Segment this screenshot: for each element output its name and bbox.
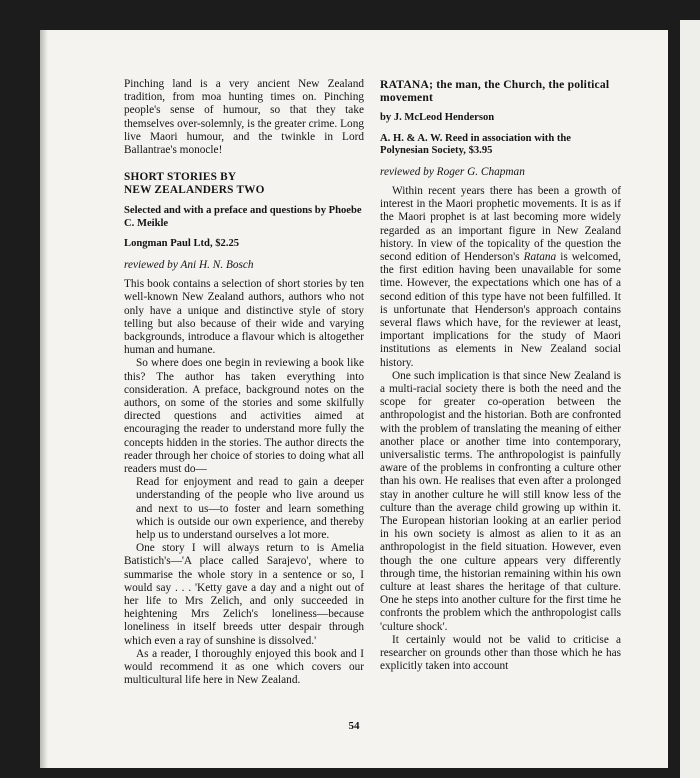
- left-column: [124, 78, 364, 688]
- review-title-short-stories: [124, 171, 364, 197]
- body-paragraph: [380, 185, 621, 370]
- reviewer-credit: reviewed by Ani H. N. Bosch: [124, 259, 254, 271]
- text-run: Within recent years there has been a growth of interest in the Maori prophetic movements. It is as if the Maori prophet is at last becoming more widely regarded as an important figure in New Zealand history. In view of the topicality of the question the second edition of Henderson's: [380, 184, 621, 263]
- intro-paragraph: Pinching land is a very ancient New Zealand tradition, from moa hunting times on. Pinching people's sense of humour, so that they take themselves over-solemnly, is the greater crime. Long live Maori humour, and the twinkle in Lord Ballantrae's monocle!: [124, 78, 364, 157]
- italic-book-title: Ratana: [523, 251, 557, 263]
- right-column: [380, 78, 621, 674]
- page-number: 54: [348, 720, 360, 732]
- reviewer-credit: reviewed by Roger G. Chapman: [380, 165, 525, 178]
- body-paragraph: One such implication is that since New Zealand is a multi-racial society there is both the need and the scope for greater co-operation between the anthropologist and the historian. Both are confronted with the problem of translating the meaning of either another place or another time into contemporary, universalistic terms. The anthropologist is painfully aware of the problems in confronting a culture other than his own. He realises that even after a prolonged stay in another culture he will still know less of the culture than the average child growing up within it. The European historian looking at an earlier period in his own society is almost as alien to it as an anthropologist in the field situation. However, even though the one culture appears very differently through time, the historian remaining within his own culture at least shares the heritage of that culture. One he steps into another culture for the first time he confronts the problem which the anthropologist calls 'culture shock'.: [380, 369, 621, 633]
- page-binding-shadow: [40, 30, 48, 768]
- author-credit: by J. McLeod Henderson: [380, 112, 495, 123]
- block-quote: Read for enjoyment and read to gain a deeper understanding of the people who live around us and next to us—to foster and learn something which is outside our own experience, and thereby help us to understand ourselves a lot more.: [136, 476, 364, 542]
- review-title-ratana: RATANA; the man, the Church, the political movement: [380, 78, 610, 104]
- title-line-1: SHORT STORIES BY: [124, 171, 237, 184]
- body-paragraph: One story I will always return to is Amelia Batistich's—'A place called Sarajevo', where to summarise the whole story in a sentence or so, I would say . . . 'Ketty gave a day and a night out of her life to Mrs Zelich, and only succeeded in heightening Mrs Zelich's loneliness—because loneliness in itself breeds utter despair through which even a ray of sunshine is dissolved.': [124, 542, 364, 647]
- publisher-credit: Longman Paul Ltd, $2.25: [124, 238, 240, 250]
- body-paragraph: It certainly would not be valid to criticise a researcher on grounds other than those which he has explicitly taken into account: [380, 633, 621, 673]
- editor-credit: Selected and with a preface and questions by Phoebe C. Meikle: [124, 205, 362, 229]
- title-line-2: NEW ZEALANDERS TWO: [124, 184, 265, 197]
- adjacent-page-edge: [680, 20, 700, 778]
- publisher-credit: A. H. & A. W. Reed in association with the Polynesian Society, $3.95: [380, 132, 571, 157]
- magazine-page: [40, 30, 668, 768]
- body-paragraph: As a reader, I thoroughly enjoyed this book and I would recommend it as one which covers our multicultural life here in New Zealand.: [124, 647, 364, 687]
- body-paragraph: So where does one begin in reviewing a book like this? The author has taken everything into consideration. A preface, background notes on the authors, on some of the stories and some skilfully directed questions and activities aimed at encouraging the reader to understand more fully the concepts hidden in the stories. The author directs the reader through her choice of stories to doing what all readers must do—: [124, 357, 364, 476]
- text-run: is welcomed, the first edition having been unavailable for some time. However, the expectations which one has of a second edition of this type have not been fulfilled. It is unfortunate that Henderson's approach contains several flaws which have, for the reviewer at least, important implications for the study of Maori institutions as elements in New Zealand social history.: [380, 251, 621, 369]
- body-paragraph: This book contains a selection of short stories by ten well-known New Zealand authors, authors who not only have a unique and distinctive style of story telling but also because of their wide and varying backgrounds, introduce a flavour which is altogether human and humane.: [124, 278, 364, 357]
